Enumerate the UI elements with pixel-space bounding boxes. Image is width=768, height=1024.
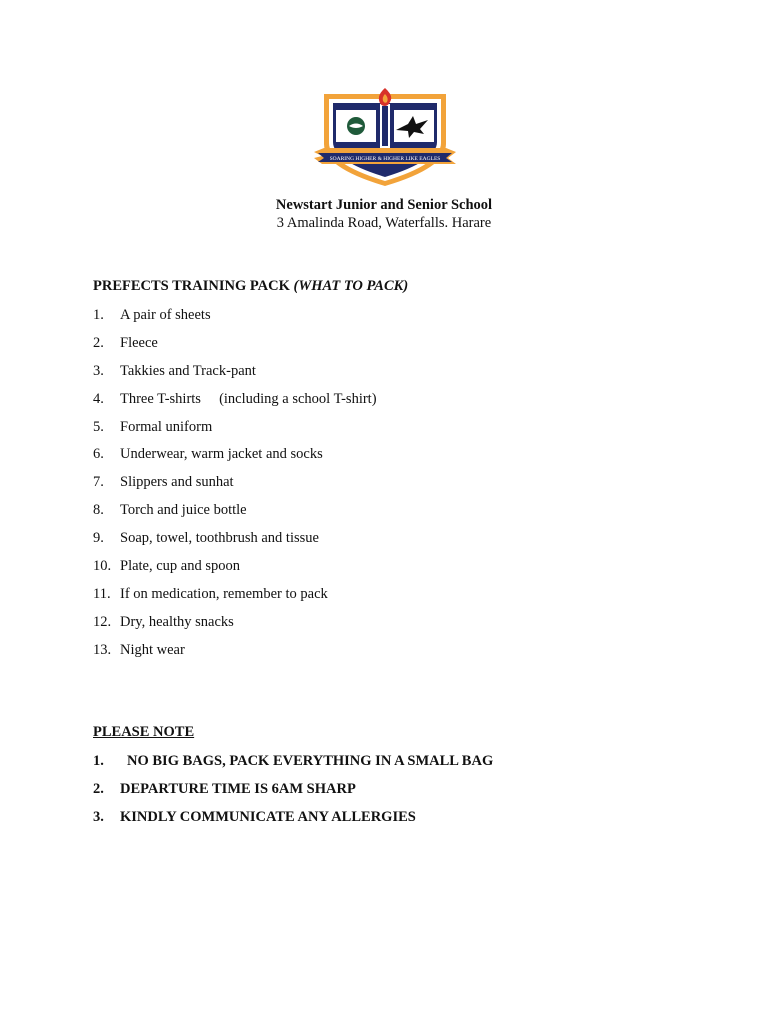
list-item [93, 473, 377, 501]
list-number: 11. [93, 585, 111, 602]
list-number: 9. [93, 530, 104, 547]
list-text: If on medication, remember to pack [120, 585, 328, 602]
pack-heading-title: PREFECTS TRAINING PACK [93, 278, 294, 294]
list-number: 8. [93, 502, 104, 519]
list-number: 7. [93, 474, 104, 491]
list-text: A pair of sheets [120, 307, 211, 323]
list-number: 5. [93, 418, 104, 435]
note-list [93, 752, 493, 836]
list-number: 10. [93, 558, 112, 575]
list-number: 4. [93, 390, 104, 407]
list-item [93, 362, 377, 390]
note-text: KINDLY COMMUNICATE ANY ALLERGIES [120, 809, 416, 825]
note-item [93, 780, 493, 808]
note-text: DEPARTURE TIME IS 6AM SHARP [120, 781, 356, 797]
list-text: Three T-shirts (including a school T-shirt) [120, 390, 377, 407]
list-text: Night wear [120, 641, 185, 658]
note-number: 1. [93, 753, 104, 769]
note-item [93, 808, 493, 836]
school-crest-logo [312, 86, 458, 190]
list-item [93, 557, 377, 585]
pack-list [93, 306, 377, 669]
note-heading: PLEASE NOTE [93, 724, 195, 740]
school-address: 3 Amalinda Road, Waterfalls. Harare [276, 215, 492, 231]
list-item [93, 529, 377, 557]
list-number: 3. [93, 362, 104, 379]
list-item [93, 390, 377, 418]
list-text: Fleece [120, 334, 158, 351]
note-number: 3. [93, 809, 104, 825]
list-number: 2. [93, 334, 104, 351]
note-text: NO BIG BAGS, PACK EVERYTHING IN A SMALL BAG [127, 753, 494, 769]
list-text: Slippers and sunhat [120, 474, 234, 491]
list-text: Torch and juice bottle [120, 502, 247, 519]
list-number: 6. [93, 446, 104, 463]
list-text: Underwear, warm jacket and socks [120, 446, 323, 463]
pack-heading-subtitle: (WHAT TO PACK) [293, 278, 409, 294]
list-item [93, 418, 377, 446]
list-text: Dry, healthy snacks [120, 613, 234, 630]
note-item [93, 752, 493, 780]
list-item [93, 585, 377, 613]
list-text: Soap, towel, toothbrush and tissue [120, 530, 319, 547]
list-text: Takkies and Track-pant [120, 362, 256, 379]
list-number: 12. [93, 613, 112, 630]
logo-motto: SOARING HIGHER & HIGHER LIKE EAGLES [329, 156, 441, 162]
school-name: Newstart Junior and Senior School [275, 197, 493, 213]
pack-heading [93, 278, 408, 295]
note-number: 2. [93, 781, 104, 797]
list-item [93, 306, 377, 334]
list-text: Plate, cup and spoon [120, 558, 241, 575]
list-number: 1. [93, 307, 104, 323]
list-item [93, 501, 377, 529]
list-text: Formal uniform [120, 418, 213, 435]
list-item [93, 641, 377, 669]
list-item [93, 334, 377, 362]
crest-svg [312, 86, 458, 190]
list-item [93, 445, 377, 473]
list-number: 13. [93, 641, 112, 658]
list-item [93, 613, 377, 641]
